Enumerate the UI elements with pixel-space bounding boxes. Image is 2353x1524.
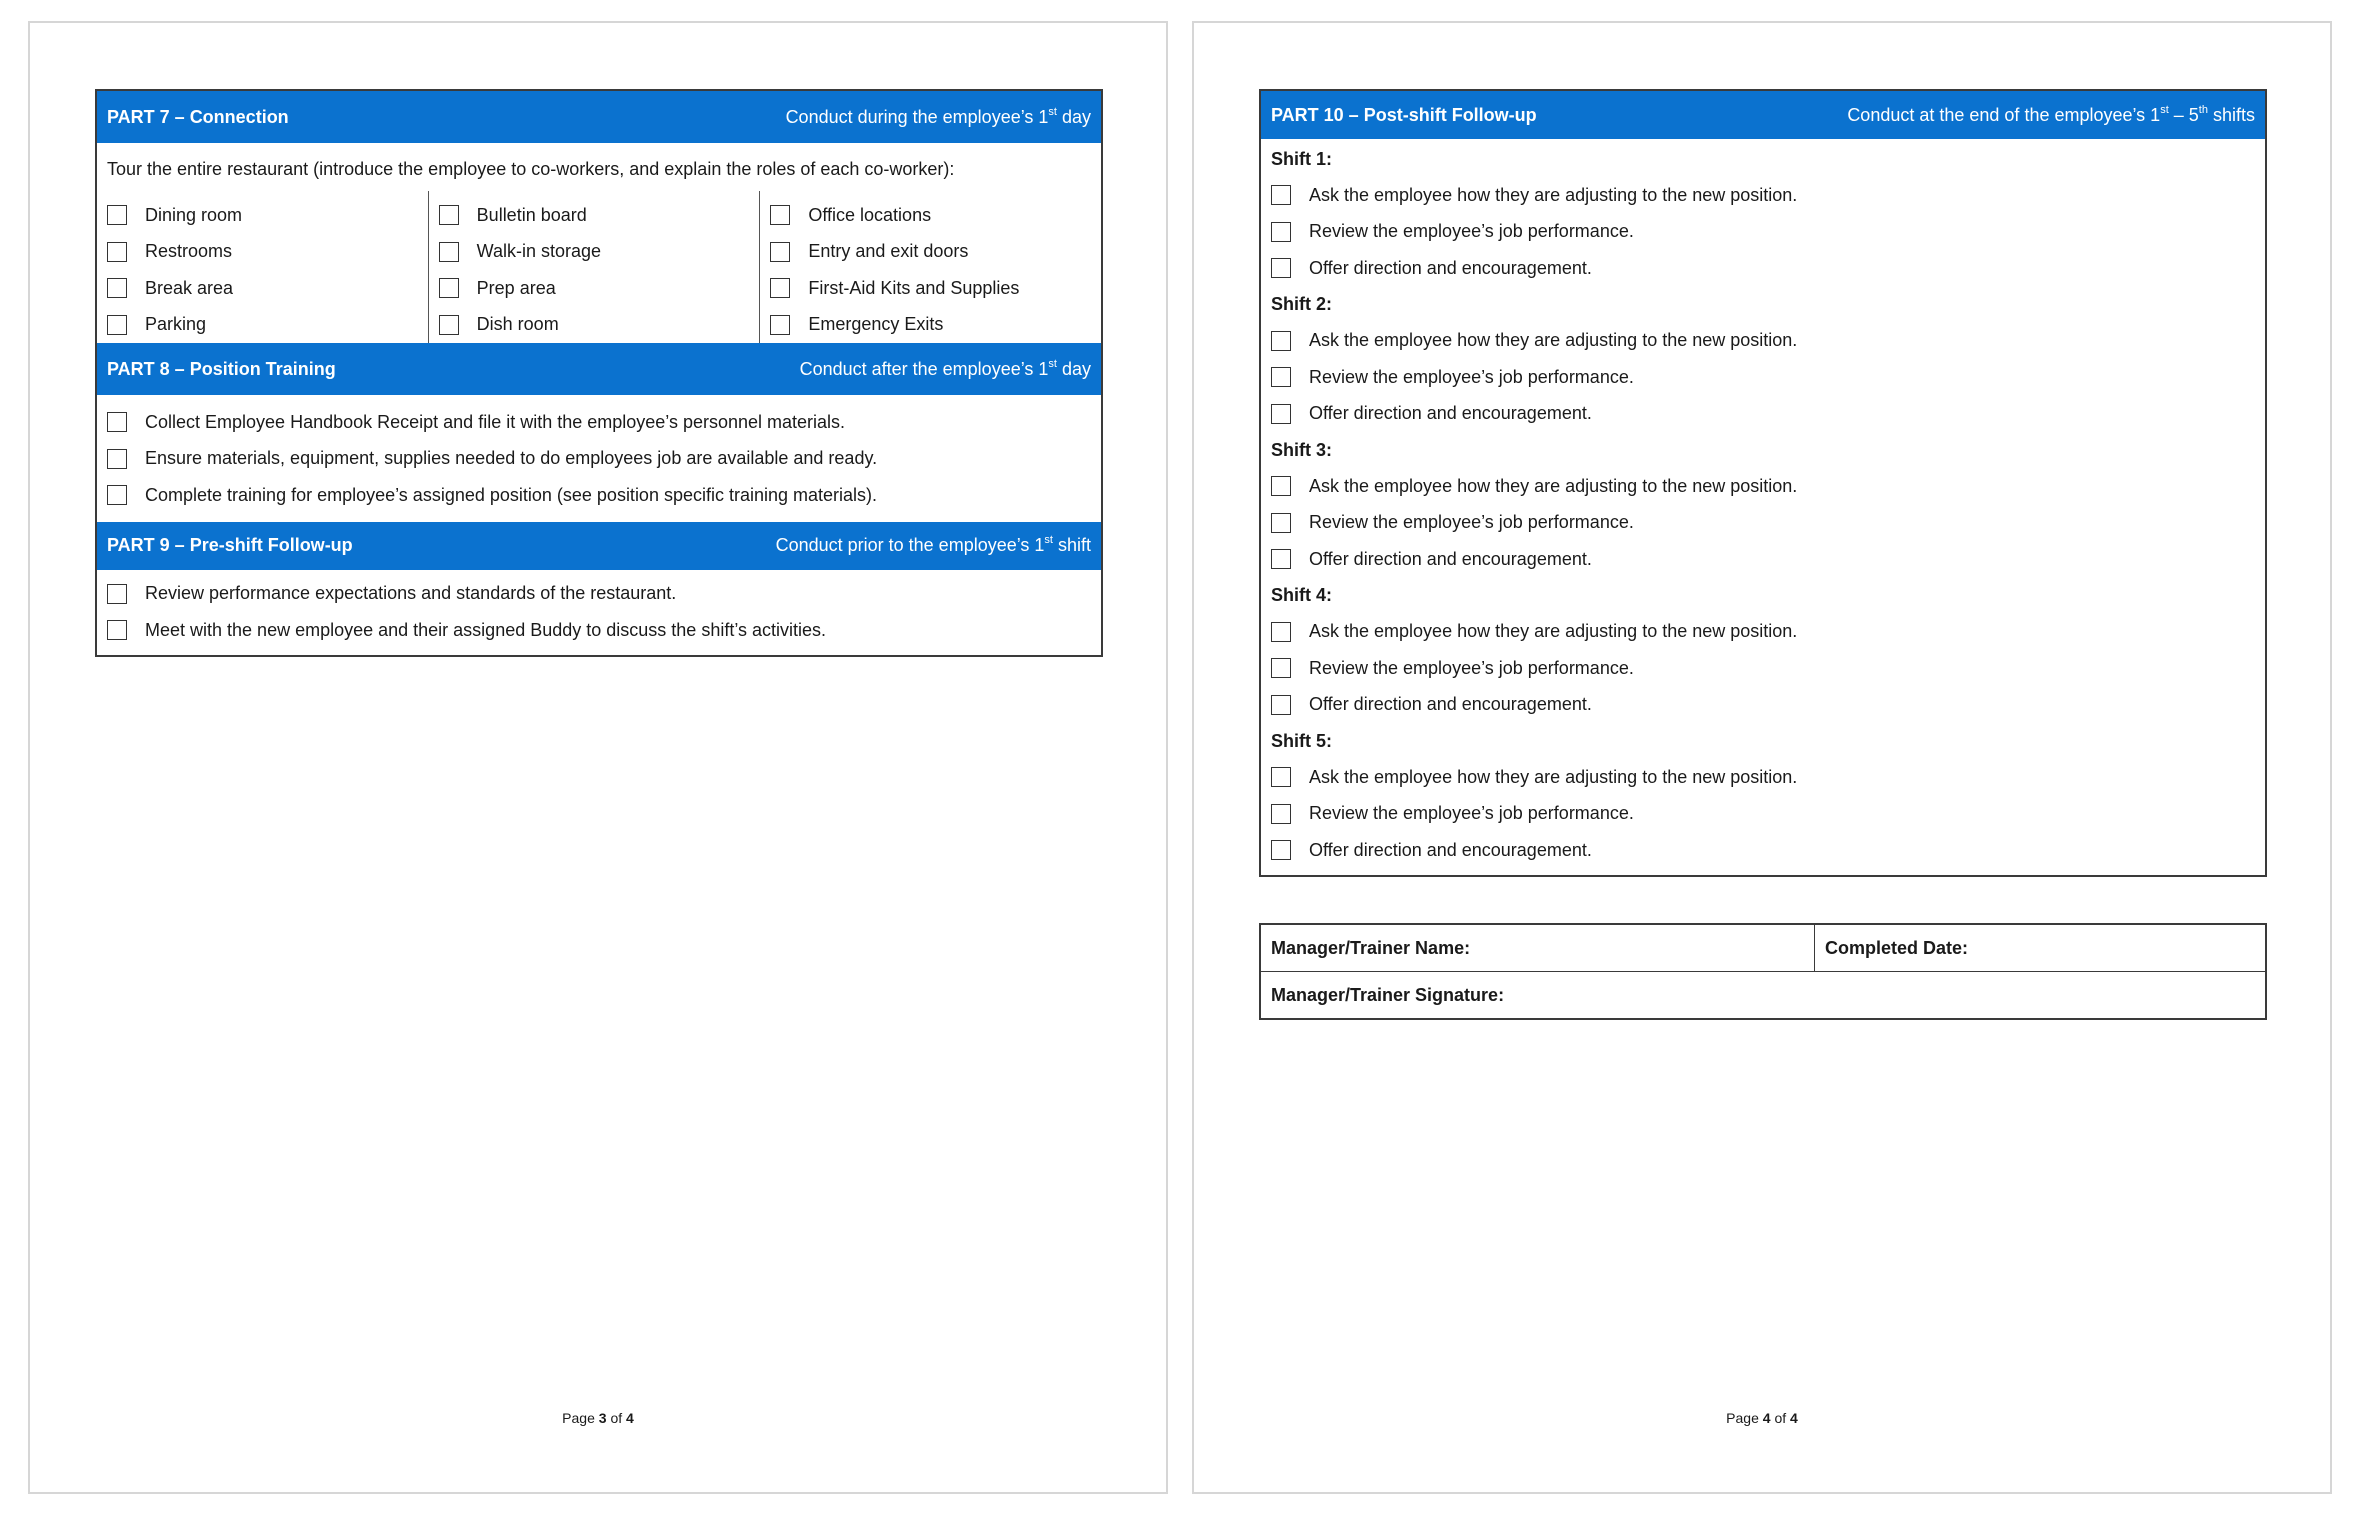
checklist-item: Entry and exit doors (770, 234, 1081, 271)
checklist-item: First-Aid Kits and Supplies (770, 270, 1081, 307)
checklist-item: Break area (107, 270, 418, 307)
part10-title: PART 10 – Post-shift Follow-up (1271, 104, 1537, 125)
checklist-item: Bulletin board (439, 197, 750, 234)
checkbox[interactable] (1271, 331, 1291, 351)
checklist-item: Walk-in storage (439, 234, 750, 271)
checklist-item: Offer direction and encouragement. (1271, 250, 2255, 287)
checkbox[interactable] (770, 315, 790, 335)
part10-timing-note: Conduct at the end of the employee’s 1st – 5th shifts (1847, 103, 2255, 125)
signoff-row-signature (1261, 971, 2265, 1018)
checkbox[interactable] (107, 205, 127, 225)
shift-label: Shift 3: (1271, 439, 1332, 460)
signoff-table (1259, 923, 2267, 1020)
checkbox[interactable] (770, 278, 790, 298)
checkbox[interactable] (107, 584, 127, 604)
checkbox[interactable] (439, 242, 459, 262)
checkbox[interactable] (107, 242, 127, 262)
checkbox[interactable] (1271, 258, 1291, 278)
trainer-name-field[interactable]: Manager/Trainer Name: (1261, 925, 1815, 971)
part7-location-columns (107, 191, 1091, 343)
checkbox[interactable] (770, 205, 790, 225)
checklist-item: Review performance expectations and standards of the restaurant. (107, 576, 1091, 613)
part8-title: PART 8 – Position Training (107, 358, 336, 379)
document-page-4 (1192, 21, 2332, 1494)
part7-header (97, 91, 1101, 143)
part8-header (97, 343, 1101, 395)
checkbox[interactable] (1271, 804, 1291, 824)
checkbox[interactable] (1271, 476, 1291, 496)
checklist-item: Offer direction and encouragement. (1271, 396, 2255, 433)
completed-date-field[interactable]: Completed Date: (1825, 937, 1969, 958)
part7-intro-text: Tour the entire restaurant (introduce the employee to co-workers, and explain the roles of each co-worker): (107, 158, 955, 179)
part8-timing-note: Conduct after the employee’s 1st day (799, 357, 1091, 379)
shift-label: Shift 5: (1271, 730, 1332, 751)
part9-title: PART 9 – Pre-shift Follow-up (107, 535, 353, 555)
page-footer: Page 4 of 4 (1726, 1410, 1798, 1426)
checkbox[interactable] (1271, 840, 1291, 860)
checklist-item: Offer direction and encouragement. (1271, 541, 2255, 578)
part7-body (97, 143, 1101, 343)
checkbox[interactable] (107, 278, 127, 298)
checkbox[interactable] (107, 485, 127, 505)
checklist-item: Dining room (107, 197, 418, 234)
checklist-item: Collect Employee Handbook Receipt and file it with the employee’s personnel materials. (107, 404, 1091, 441)
checkbox[interactable] (1271, 367, 1291, 387)
checkbox[interactable] (1271, 695, 1291, 715)
trainer-signature-field[interactable]: Manager/Trainer Signature: (1271, 984, 1505, 1005)
checklist-item: Ask the employee how they are adjusting to the new position. (1271, 468, 2255, 505)
checkbox[interactable] (1271, 404, 1291, 424)
checklist-item: Review the employee’s job performance. (1271, 505, 2255, 542)
part9-header (97, 522, 1101, 570)
part10-body (1261, 139, 2265, 875)
checkbox[interactable] (1271, 185, 1291, 205)
checkbox[interactable] (1271, 222, 1291, 242)
part8-body (97, 395, 1101, 522)
part7-column-1 (107, 191, 428, 343)
part7-title: PART 7 – Connection (107, 106, 289, 127)
checkbox[interactable] (107, 412, 127, 432)
checklist-item: Ask the employee how they are adjusting to the new position. (1271, 614, 2255, 651)
document-page-3 (28, 21, 1168, 1494)
part9-body (97, 570, 1101, 655)
checklist-item: Offer direction and encouragement. (1271, 687, 2255, 724)
shift-label: Shift 1: (1271, 148, 1332, 169)
checkbox[interactable] (770, 242, 790, 262)
checkbox[interactable] (107, 315, 127, 335)
checklist-item: Restrooms (107, 234, 418, 271)
checklist-item: Parking (107, 307, 418, 344)
checkbox[interactable] (439, 315, 459, 335)
checkbox[interactable] (1271, 767, 1291, 787)
checkbox[interactable] (1271, 549, 1291, 569)
checklist-item: Ensure materials, equipment, supplies needed to do employees job are available and ready. (107, 441, 1091, 478)
checklist-frame-parts-7-9 (95, 89, 1103, 657)
checkbox[interactable] (1271, 513, 1291, 533)
checklist-item: Ask the employee how they are adjusting to the new position. (1271, 323, 2255, 360)
shift-label: Shift 2: (1271, 294, 1332, 314)
checklist-item: Office locations (770, 197, 1081, 234)
checklist-item: Emergency Exits (770, 307, 1081, 344)
part10-header (1261, 91, 2265, 139)
part7-column-3 (759, 191, 1091, 343)
checklist-item: Ask the employee how they are adjusting to the new position. (1271, 759, 2255, 796)
page-footer: Page 3 of 4 (562, 1410, 634, 1426)
checklist-item: Offer direction and encouragement. (1271, 832, 2255, 869)
part7-column-2 (428, 191, 760, 343)
part7-timing-note: Conduct during the employee’s 1st day (785, 105, 1091, 127)
signoff-row-name-date (1261, 925, 2265, 971)
checklist-item: Review the employee’s job performance. (1271, 359, 2255, 396)
checklist-item: Meet with the new employee and their assigned Buddy to discuss the shift’s activities. (107, 612, 1091, 649)
checklist-item: Dish room (439, 307, 750, 344)
checklist-item: Prep area (439, 270, 750, 307)
checkbox[interactable] (439, 205, 459, 225)
checkbox[interactable] (107, 449, 127, 469)
checklist-item: Review the employee’s job performance. (1271, 650, 2255, 687)
checkbox[interactable] (1271, 622, 1291, 642)
checklist-item: Complete training for employee’s assigned position (see position specific training materials). (107, 477, 1091, 514)
checklist-item: Review the employee’s job performance. (1271, 214, 2255, 251)
checkbox[interactable] (1271, 658, 1291, 678)
checklist-item: Ask the employee how they are adjusting to the new position. (1271, 177, 2255, 214)
checklist-item: Review the employee’s job performance. (1271, 796, 2255, 833)
part9-timing-note: Conduct prior to the employee’s 1st shift (775, 534, 1091, 555)
checkbox[interactable] (439, 278, 459, 298)
checklist-frame-part-10 (1259, 89, 2267, 877)
shift-label: Shift 4: (1271, 585, 1332, 605)
checkbox[interactable] (107, 620, 127, 640)
